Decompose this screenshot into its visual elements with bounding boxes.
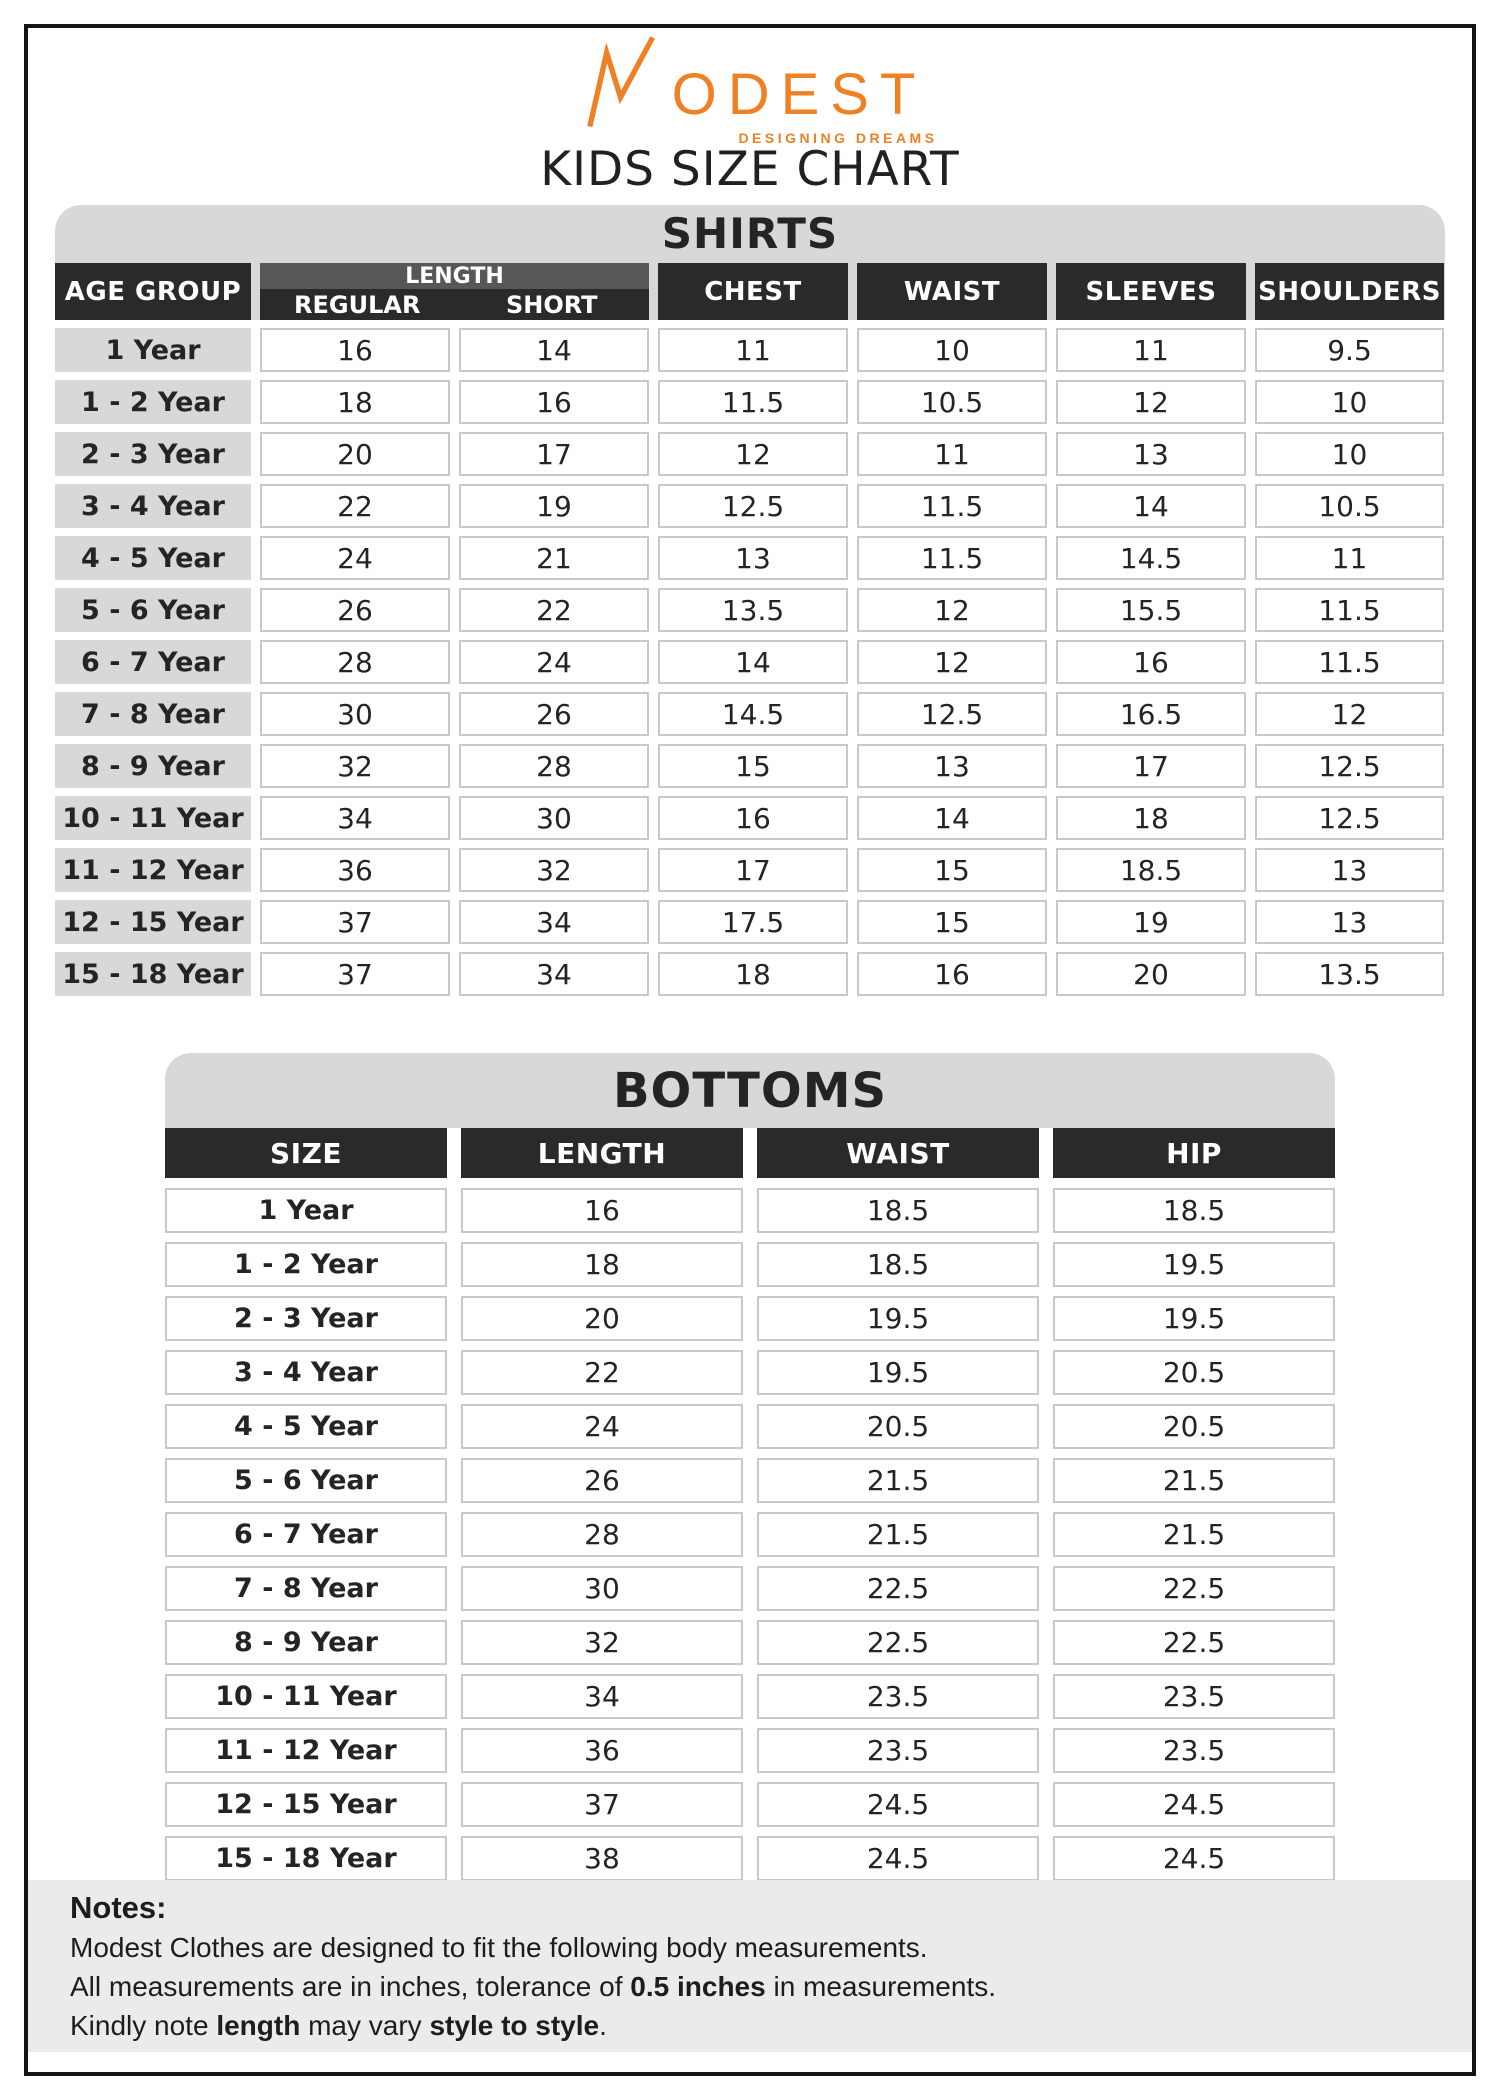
shirts-shoulders-cell: 10	[1255, 432, 1444, 476]
shirts-waist-cell: 11.5	[857, 536, 1047, 580]
bottoms-col-waist: WAIST	[757, 1128, 1039, 1178]
shirts-waist-cell: 11	[857, 432, 1047, 476]
shirts-chest-cell: 17.5	[658, 900, 848, 944]
bottoms-band	[165, 1053, 1335, 1128]
page-title: KIDS SIZE CHART	[540, 142, 960, 197]
shirts-length-short-cell: 32	[459, 848, 649, 892]
bottoms-size-cell: 11 - 12 Year	[165, 1728, 447, 1773]
bottoms-hip-cell: 24.5	[1053, 1782, 1335, 1827]
shirts-age-group-cell: 12 - 15 Year	[55, 900, 251, 944]
shirts-shoulders-cell: 10.5	[1255, 484, 1444, 528]
bottoms-length-cell: 30	[461, 1566, 743, 1611]
bottoms-length-cell: 38	[461, 1836, 743, 1881]
shirts-chest-cell: 14	[658, 640, 848, 684]
bottoms-hip-cell: 22.5	[1053, 1620, 1335, 1665]
bottoms-col-size: SIZE	[165, 1128, 447, 1178]
shirts-waist-cell: 16	[857, 952, 1047, 996]
bottoms-size-cell: 6 - 7 Year	[165, 1512, 447, 1557]
bottoms-hip-cell: 24.5	[1053, 1836, 1335, 1881]
bottoms-length-cell: 36	[461, 1728, 743, 1773]
shirts-age-group-cell: 8 - 9 Year	[55, 744, 251, 788]
shirts-chest-cell: 14.5	[658, 692, 848, 736]
bottoms-length-cell: 24	[461, 1404, 743, 1449]
shirts-length-short-cell: 19	[459, 484, 649, 528]
notes-line-1: Modest Clothes are designed to fit the following body measurements.	[70, 1932, 928, 1963]
shirts-sleeves-cell: 18.5	[1056, 848, 1246, 892]
shirts-shoulders-cell: 9.5	[1255, 328, 1444, 372]
shirts-length-short-cell: 14	[459, 328, 649, 372]
bottoms-hip-cell: 23.5	[1053, 1728, 1335, 1773]
shirts-shoulders-cell: 11.5	[1255, 588, 1444, 632]
shirts-chest-cell: 16	[658, 796, 848, 840]
shirts-sleeves-cell: 15.5	[1056, 588, 1246, 632]
bottoms-length-cell: 22	[461, 1350, 743, 1395]
bottoms-col-hip: HIP	[1053, 1128, 1335, 1178]
bottoms-table-body	[165, 1188, 1335, 1881]
bottoms-section	[165, 1053, 1335, 1881]
bottoms-waist-cell: 24.5	[757, 1836, 1039, 1881]
bottoms-hip-cell: 23.5	[1053, 1674, 1335, 1719]
shirts-age-group-cell: 4 - 5 Year	[55, 536, 251, 580]
shirts-shoulders-cell: 10	[1255, 380, 1444, 424]
bottoms-waist-cell: 22.5	[757, 1620, 1039, 1665]
shirts-waist-cell: 15	[857, 848, 1047, 892]
bottoms-size-cell: 12 - 15 Year	[165, 1782, 447, 1827]
bottoms-hip-cell: 21.5	[1053, 1512, 1335, 1557]
shirts-age-group-cell: 3 - 4 Year	[55, 484, 251, 528]
shirts-sleeves-cell: 19	[1056, 900, 1246, 944]
brand-header	[0, 36, 1500, 146]
bottoms-size-cell: 4 - 5 Year	[165, 1404, 447, 1449]
shirts-col-shoulders: SHOULDERS	[1255, 263, 1444, 320]
brand-name: ODEST	[671, 62, 927, 127]
bottoms-length-cell: 20	[461, 1296, 743, 1341]
shirts-length-regular-cell: 36	[260, 848, 450, 892]
bottoms-size-cell: 1 - 2 Year	[165, 1242, 447, 1287]
shirts-age-group-cell: 15 - 18 Year	[55, 952, 251, 996]
shirts-age-group-cell: 5 - 6 Year	[55, 588, 251, 632]
shirts-sleeves-cell: 12	[1056, 380, 1246, 424]
shirts-sleeves-cell: 11	[1056, 328, 1246, 372]
bottoms-length-cell: 26	[461, 1458, 743, 1503]
bottoms-length-cell: 37	[461, 1782, 743, 1827]
shirts-waist-cell: 15	[857, 900, 1047, 944]
shirts-table-body	[55, 328, 1445, 996]
bottoms-hip-cell: 19.5	[1053, 1296, 1335, 1341]
bottoms-size-cell: 2 - 3 Year	[165, 1296, 447, 1341]
shirts-length-regular-cell: 28	[260, 640, 450, 684]
bottoms-hip-cell: 18.5	[1053, 1188, 1335, 1233]
shirts-length-regular-cell: 30	[260, 692, 450, 736]
shirts-waist-cell: 14	[857, 796, 1047, 840]
shirts-length-regular-cell: 24	[260, 536, 450, 580]
shirts-waist-cell: 13	[857, 744, 1047, 788]
shirts-shoulders-cell: 12.5	[1255, 744, 1444, 788]
bottoms-section-title: BOTTOMS	[612, 1062, 888, 1119]
shirts-length-short-cell: 21	[459, 536, 649, 580]
shirts-chest-cell: 15	[658, 744, 848, 788]
shirts-length-subheaders	[260, 289, 649, 320]
modest-logo	[0, 36, 1500, 128]
shirts-length-short-cell: 34	[459, 900, 649, 944]
shirts-waist-cell: 10.5	[857, 380, 1047, 424]
bottoms-waist-cell: 18.5	[757, 1242, 1039, 1287]
shirts-age-group-cell: 11 - 12 Year	[55, 848, 251, 892]
shirts-length-short-cell: 34	[459, 952, 649, 996]
shirts-shoulders-cell: 11.5	[1255, 640, 1444, 684]
shirts-chest-cell: 13.5	[658, 588, 848, 632]
shirts-section	[55, 205, 1445, 996]
shirts-waist-cell: 10	[857, 328, 1047, 372]
shirts-sleeves-cell: 14	[1056, 484, 1246, 528]
bottoms-waist-cell: 18.5	[757, 1188, 1039, 1233]
shirts-length-regular-cell: 22	[260, 484, 450, 528]
shirts-age-group-cell: 6 - 7 Year	[55, 640, 251, 684]
shirts-age-group-cell: 7 - 8 Year	[55, 692, 251, 736]
notes-line-2: All measurements are in inches, tolerance of 0.5 inches in measurements.	[70, 1971, 997, 2002]
shirts-sleeves-cell: 16.5	[1056, 692, 1246, 736]
bottoms-hip-cell: 19.5	[1053, 1242, 1335, 1287]
bottoms-waist-cell: 19.5	[757, 1350, 1039, 1395]
bottoms-size-cell: 5 - 6 Year	[165, 1458, 447, 1503]
bottoms-waist-cell: 22.5	[757, 1566, 1039, 1611]
notes-heading: Notes:	[70, 1890, 167, 1925]
bottoms-header-row	[165, 1128, 1335, 1178]
shirts-waist-cell: 12	[857, 588, 1047, 632]
shirts-length-regular-cell: 34	[260, 796, 450, 840]
bottoms-length-cell: 28	[461, 1512, 743, 1557]
shirts-chest-cell: 12	[658, 432, 848, 476]
shirts-sleeves-cell: 13	[1056, 432, 1246, 476]
shirts-col-sleeves: SLEEVES	[1056, 263, 1246, 320]
bottoms-size-cell: 1 Year	[165, 1188, 447, 1233]
shirts-age-group-cell: 10 - 11 Year	[55, 796, 251, 840]
shirts-length-regular-cell: 16	[260, 328, 450, 372]
bottoms-length-cell: 16	[461, 1188, 743, 1233]
shirts-chest-cell: 11	[658, 328, 848, 372]
bottoms-hip-cell: 20.5	[1053, 1404, 1335, 1449]
shirts-sleeves-cell: 18	[1056, 796, 1246, 840]
shirts-shoulders-cell: 12	[1255, 692, 1444, 736]
shirts-length-regular-cell: 26	[260, 588, 450, 632]
shirts-shoulders-cell: 12.5	[1255, 796, 1444, 840]
shirts-shoulders-cell: 13	[1255, 900, 1444, 944]
shirts-shoulders-cell: 13	[1255, 848, 1444, 892]
bottoms-hip-cell: 22.5	[1053, 1566, 1335, 1611]
shirts-waist-cell: 11.5	[857, 484, 1047, 528]
shirts-band	[55, 205, 1445, 320]
shirts-col-short: SHORT	[505, 290, 598, 319]
shirts-length-short-cell: 30	[459, 796, 649, 840]
bottoms-length-cell: 32	[461, 1620, 743, 1665]
bottoms-waist-cell: 24.5	[757, 1782, 1039, 1827]
bottoms-waist-cell: 20.5	[757, 1404, 1039, 1449]
shirts-chest-cell: 18	[658, 952, 848, 996]
shirts-col-chest: CHEST	[658, 263, 848, 320]
bottoms-size-cell: 3 - 4 Year	[165, 1350, 447, 1395]
shirts-col-age-group: AGE GROUP	[55, 263, 251, 320]
shirts-sleeves-cell: 14.5	[1056, 536, 1246, 580]
shirts-waist-cell: 12.5	[857, 692, 1047, 736]
shirts-col-length: LENGTH	[260, 263, 649, 289]
shirts-length-short-cell: 17	[459, 432, 649, 476]
stylized-m-icon	[574, 36, 670, 128]
shirts-length-regular-cell: 32	[260, 744, 450, 788]
shirts-sleeves-cell: 20	[1056, 952, 1246, 996]
shirts-sleeves-cell: 17	[1056, 744, 1246, 788]
shirts-length-short-cell: 16	[459, 380, 649, 424]
shirts-chest-cell: 12.5	[658, 484, 848, 528]
bottoms-hip-cell: 20.5	[1053, 1350, 1335, 1395]
bottoms-hip-cell: 21.5	[1053, 1458, 1335, 1503]
shirts-section-title: SHIRTS	[661, 209, 839, 258]
bottoms-length-cell: 34	[461, 1674, 743, 1719]
shirts-length-short-cell: 24	[459, 640, 649, 684]
shirts-age-group-cell: 1 Year	[55, 328, 251, 372]
shirts-length-regular-cell: 37	[260, 900, 450, 944]
notes-section	[28, 1880, 1472, 2052]
shirts-sleeves-cell: 16	[1056, 640, 1246, 684]
shirts-col-regular: REGULAR	[294, 290, 421, 319]
bottoms-size-cell: 15 - 18 Year	[165, 1836, 447, 1881]
shirts-age-group-cell: 2 - 3 Year	[55, 432, 251, 476]
bottoms-waist-cell: 21.5	[757, 1512, 1039, 1557]
bottoms-col-length: LENGTH	[461, 1128, 743, 1178]
shirts-header-row	[55, 263, 1445, 320]
bottoms-waist-cell: 23.5	[757, 1728, 1039, 1773]
bottoms-waist-cell: 21.5	[757, 1458, 1039, 1503]
notes-line-3: Kindly note length may vary style to style.	[70, 2010, 607, 2041]
shirts-chest-cell: 11.5	[658, 380, 848, 424]
bottoms-waist-cell: 19.5	[757, 1296, 1039, 1341]
shirts-waist-cell: 12	[857, 640, 1047, 684]
shirts-chest-cell: 17	[658, 848, 848, 892]
shirts-length-short-cell: 28	[459, 744, 649, 788]
shirts-length-regular-cell: 37	[260, 952, 450, 996]
shirts-age-group-cell: 1 - 2 Year	[55, 380, 251, 424]
bottoms-waist-cell: 23.5	[757, 1674, 1039, 1719]
shirts-length-regular-cell: 18	[260, 380, 450, 424]
shirts-shoulders-cell: 11	[1255, 536, 1444, 580]
shirts-col-waist: WAIST	[857, 263, 1047, 320]
shirts-chest-cell: 13	[658, 536, 848, 580]
bottoms-length-cell: 18	[461, 1242, 743, 1287]
shirts-shoulders-cell: 13.5	[1255, 952, 1444, 996]
bottoms-size-cell: 10 - 11 Year	[165, 1674, 447, 1719]
bottoms-size-cell: 8 - 9 Year	[165, 1620, 447, 1665]
shirts-length-short-cell: 26	[459, 692, 649, 736]
brand-tagline: DESIGNING DREAMS	[738, 130, 938, 146]
shirts-length-regular-cell: 20	[260, 432, 450, 476]
shirts-col-length-group	[260, 263, 649, 320]
bottoms-size-cell: 7 - 8 Year	[165, 1566, 447, 1611]
shirts-length-short-cell: 22	[459, 588, 649, 632]
